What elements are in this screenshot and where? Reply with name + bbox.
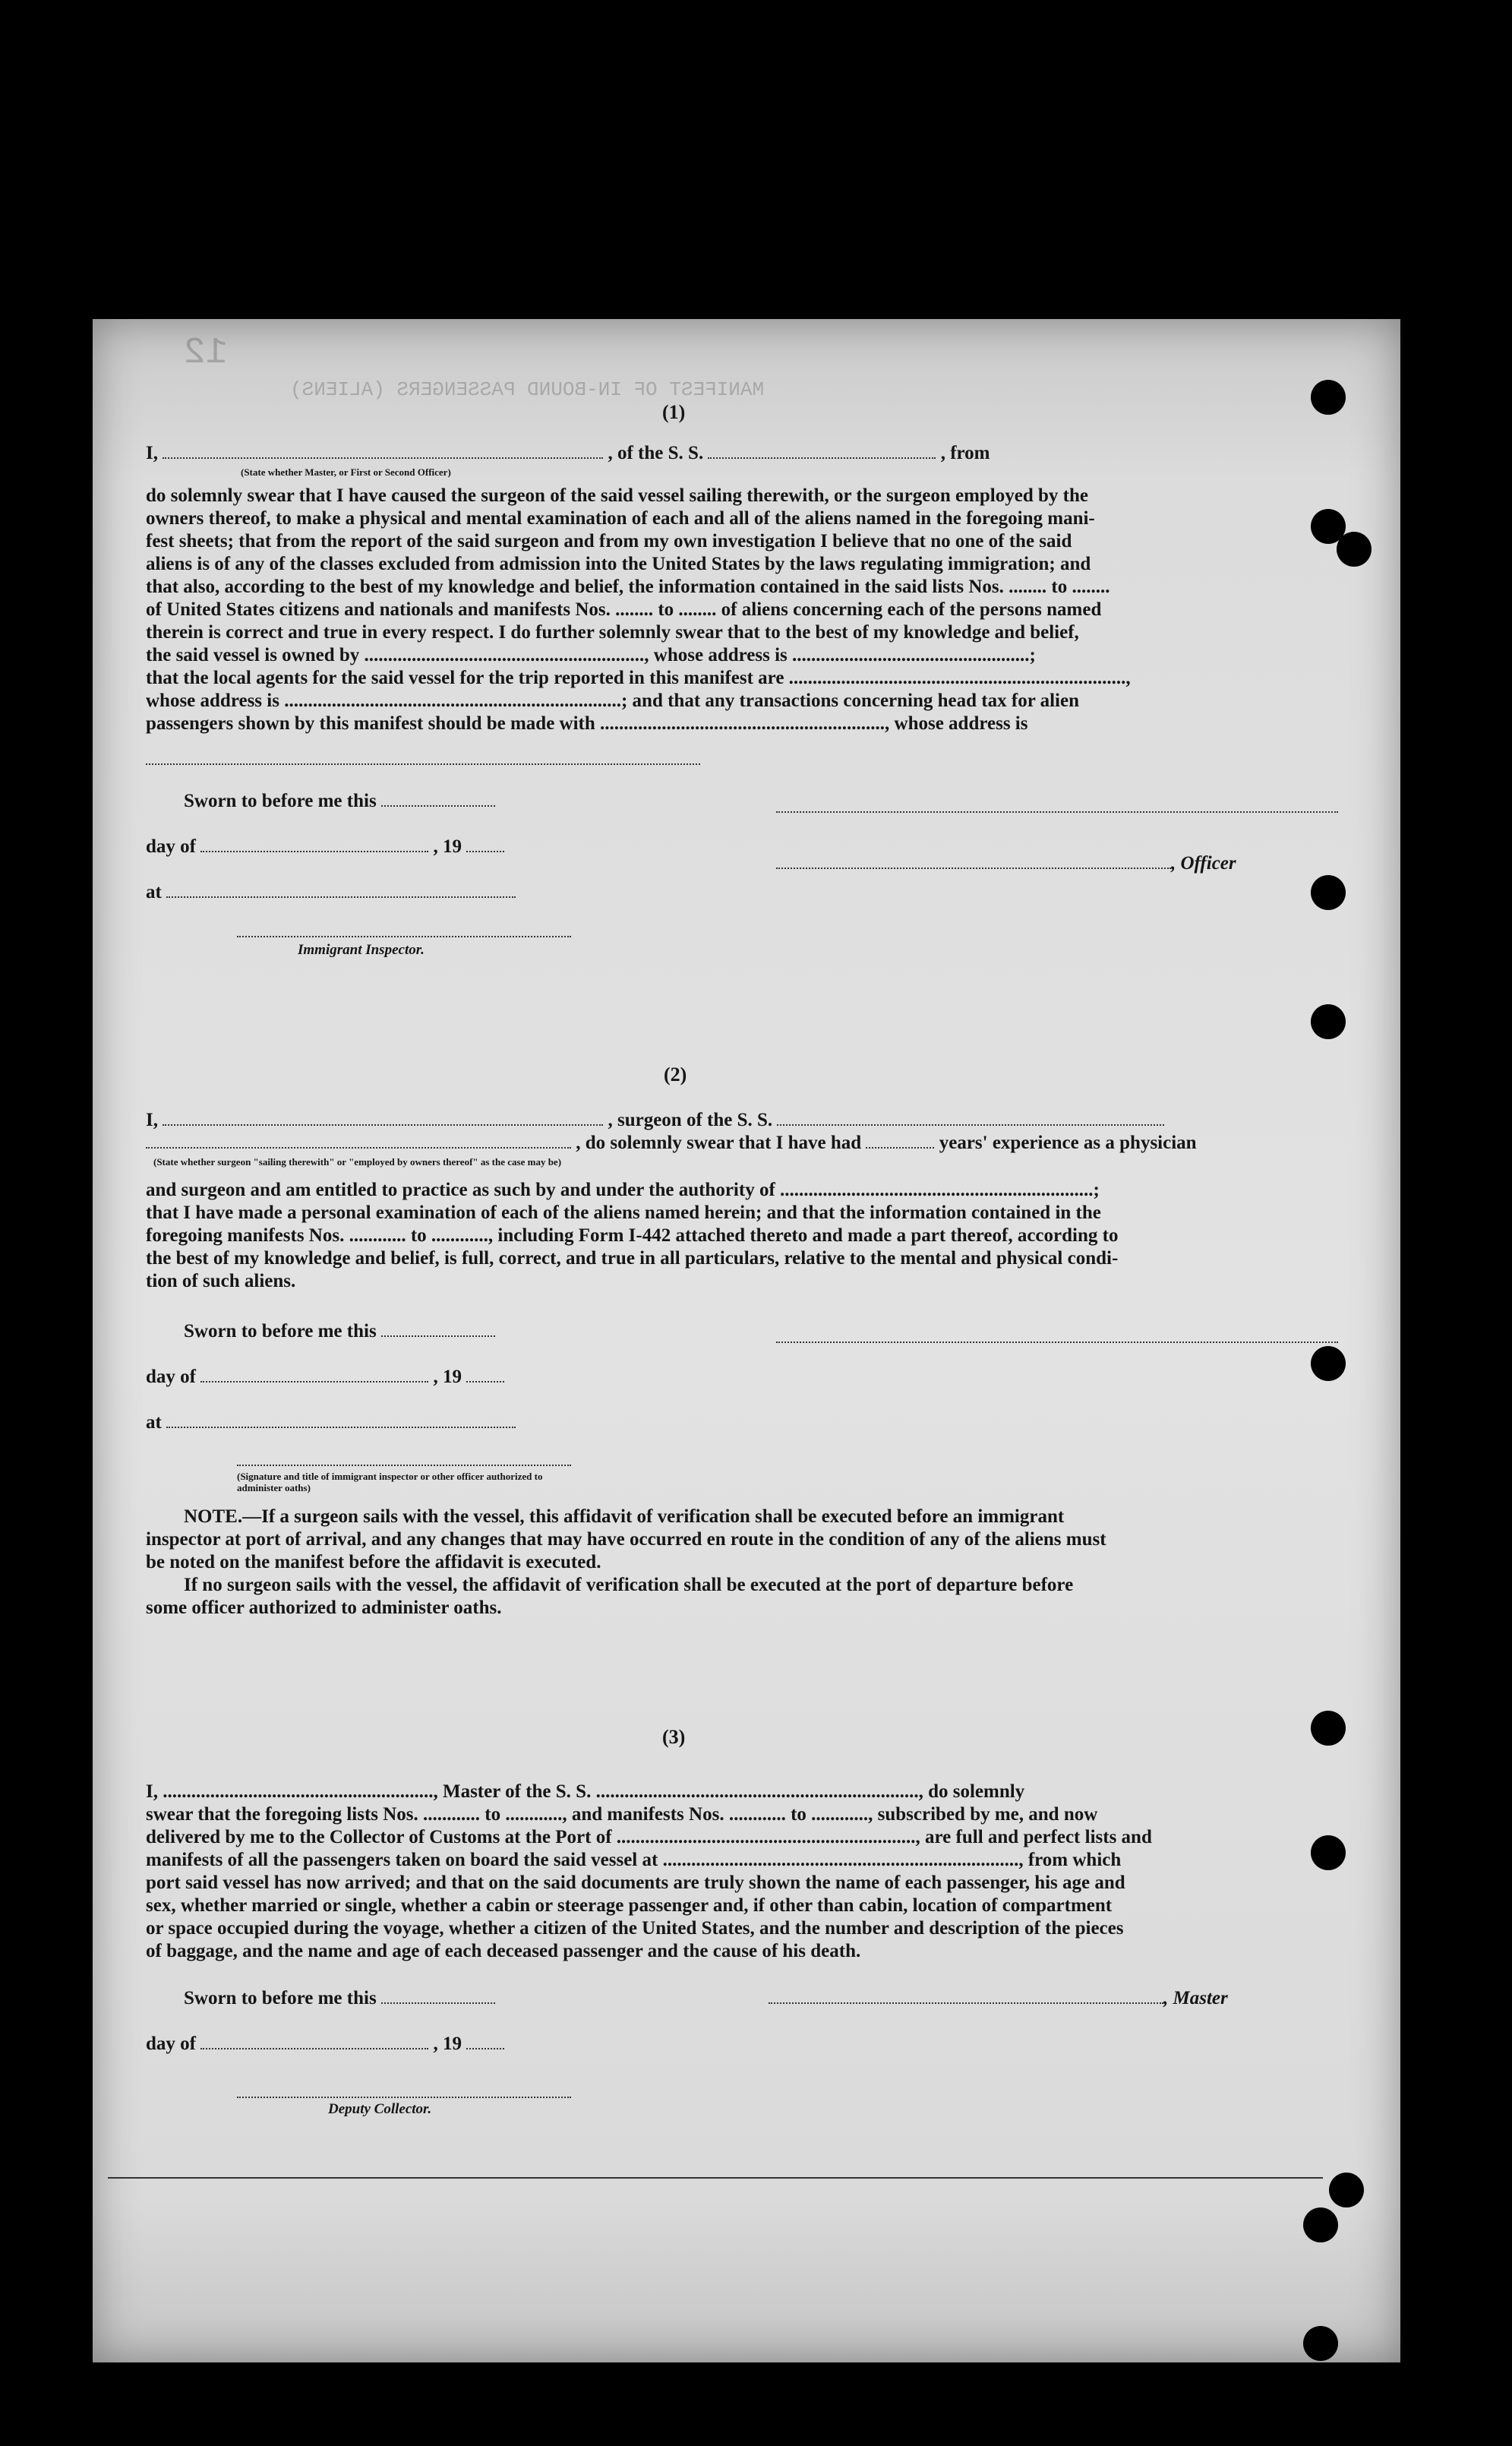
- day-of-text: day of: [146, 2034, 196, 2054]
- s1-line: passengers shown by this manifest should be made with ............................................................, whose address is: [146, 713, 1028, 734]
- at-field[interactable]: [166, 1411, 516, 1428]
- year-field[interactable]: [466, 1366, 504, 1383]
- s1-at: [146, 881, 516, 904]
- inspector-rule: [237, 936, 571, 937]
- text-i: I,: [146, 443, 158, 463]
- s3-line: or space occupied during the voyage, whether a citizen of the United States, and the number and description of the pieces: [146, 1918, 1124, 1939]
- years-field[interactable]: [866, 1132, 934, 1149]
- s3-line: sex, whether married or single, whether a cabin or steerage passenger and, if other than cabin, location of compartment: [146, 1895, 1113, 1916]
- s1-line: of United States citizens and nationals and manifests Nos. ........ to ........ of aliens concerning each of the persons named: [146, 599, 1102, 620]
- immigrant-inspector-label: Immigrant Inspector.: [298, 942, 425, 958]
- surgeon-name-field[interactable]: [163, 1109, 603, 1126]
- s2-line: the best of my knowledge and belief, is full, correct, and true in all particulars, relative to the mental and physical condi-: [146, 1248, 1119, 1269]
- s2-inspector-rule: [237, 1465, 571, 1466]
- s3-line: delivered by me to the Collector of Customs at the Port of ..............................................................., are full and perfect lists and: [146, 1827, 1152, 1847]
- sworn-text: Sworn to before me this: [184, 1321, 377, 1342]
- state-officer-note: (State whether Master, or First or Second Officer): [241, 466, 451, 478]
- manifest-sheet: [93, 319, 1400, 2362]
- master-label: , Master: [1163, 1988, 1228, 2008]
- s1-line: owners thereof, to make a physical and mental examination of each and all of the aliens named in the foregoing mani-: [146, 508, 1095, 529]
- s2-line2: [146, 1132, 1197, 1155]
- text-i: I,: [146, 1110, 158, 1130]
- s2-line: tion of such aliens.: [146, 1271, 296, 1291]
- sworn-date-field[interactable]: [381, 790, 495, 807]
- s3-line: manifests of all the passengers taken on board the said vessel at ..........................................................................., from which: [146, 1850, 1122, 1870]
- at-text: at: [146, 1412, 162, 1433]
- s1-line: fest sheets; that from the report of the said surgeon and from my own investigation I believe that no one of the said: [146, 531, 1072, 551]
- sworn-text: Sworn to before me this: [184, 1988, 377, 2008]
- punch-hole: [1311, 875, 1346, 910]
- officer-signature: [776, 852, 1236, 875]
- note-line: some officer authorized to administer oaths.: [146, 1597, 502, 1618]
- s2-at: [146, 1411, 516, 1434]
- punch-hole: [1337, 532, 1372, 567]
- deputy-collector-label: Deputy Collector.: [328, 2101, 432, 2117]
- at-field[interactable]: [166, 881, 516, 898]
- text-surgeon-of-ss: , surgeon of the S. S.: [608, 1110, 773, 1130]
- year-text: , 19: [433, 836, 462, 857]
- surgeon-signature-rule: [776, 1342, 1338, 1343]
- s1-line: do solemnly swear that I have caused the surgeon of the said vessel sailing therewith, or the surgeon employed by the: [146, 485, 1088, 506]
- s1-line: that also, according to the best of my knowledge and belief, the information contained in the said lists Nos. ........ to ........: [146, 577, 1110, 597]
- at-text: at: [146, 882, 162, 902]
- text-from: , from: [940, 443, 990, 463]
- surgeon-status-note: (State whether surgeon "sailing therewith" or "employed by owners thereof" as the case may be): [153, 1156, 562, 1168]
- signature-title-note: (Signature and title of immigrant inspector or other officer authorized to administer oaths): [237, 1471, 543, 1493]
- punch-hole: [1303, 2207, 1338, 2242]
- s1-day: [146, 836, 504, 858]
- vessel-name-field[interactable]: [708, 442, 936, 459]
- bottom-rule: [108, 2177, 1323, 2179]
- punch-hole: [1311, 1711, 1346, 1746]
- section-3-heading: (3): [662, 1726, 686, 1748]
- s2-line: and surgeon and am entitled to practice as such by and under the authority of ..................................................................;: [146, 1180, 1100, 1200]
- master-signature-field[interactable]: [769, 1987, 1163, 2004]
- day-of-text: day of: [146, 836, 196, 857]
- address-rule: [146, 763, 700, 765]
- s1-line: whose address is .......................................................................; and that any transactions concerning head tax for alien: [146, 691, 1079, 711]
- section-1-line1: [146, 442, 990, 465]
- year-field[interactable]: [466, 2033, 504, 2049]
- officer-signature-field[interactable]: [776, 852, 1171, 869]
- note-line: If no surgeon sails with the vessel, the affidavit of verification shall be executed at the port of departure before: [184, 1575, 1074, 1595]
- s1-line: therein is correct and true in every respect. I do further solemnly swear that to the best of my knowledge and belief,: [146, 622, 1079, 643]
- sworn-date-field[interactable]: [381, 1987, 495, 2004]
- punch-hole: [1311, 1346, 1346, 1381]
- bleed-through-header: MANIFEST OF IN-BOUND PASSENGERS (ALIENS): [290, 378, 765, 401]
- year-text: , 19: [433, 2034, 462, 2054]
- sworn-date-field[interactable]: [381, 1320, 495, 1337]
- s3-line: port said vessel has now arrived; and that on the said documents are truly shown the name of each passenger, his age and: [146, 1872, 1125, 1893]
- sworn-text: Sworn to before me this: [184, 791, 377, 811]
- surgeon-status-field[interactable]: [146, 1132, 571, 1149]
- day-of-text: day of: [146, 1367, 196, 1387]
- s2-line: that I have made a personal examination of each of the aliens named herein; and that the information contained in the: [146, 1202, 1101, 1223]
- section-2-heading: (2): [664, 1063, 687, 1086]
- officer-label: , Officer: [1171, 853, 1236, 874]
- s2-line: foregoing manifests Nos. ............ to ............, including Form I-442 attached thereto and made a part thereof, according to: [146, 1225, 1119, 1246]
- day-field[interactable]: [200, 2033, 428, 2049]
- s3-sworn: [184, 1987, 495, 2010]
- day-field[interactable]: [200, 836, 428, 852]
- deputy-rule: [237, 2097, 571, 2098]
- punch-hole: [1311, 1835, 1346, 1870]
- officer-name-field[interactable]: [163, 442, 603, 459]
- master-signature: [769, 1987, 1228, 2010]
- s3-line: I, ........................................................., Master of the S. S. ...................................................................., do solemnly: [146, 1781, 1025, 1802]
- s2-day: [146, 1366, 504, 1389]
- s1-line: that the local agents for the said vessel for the trip reported in this manifest are .......................................................................,: [146, 668, 1131, 688]
- surgeon-vessel-field[interactable]: [777, 1109, 1164, 1126]
- s3-day: [146, 2033, 504, 2056]
- section-1-heading: (1): [662, 401, 686, 423]
- note-line: be noted on the manifest before the affidavit is executed.: [146, 1552, 601, 1572]
- s1-line: the said vessel is owned by ..........................................................., whose address is ..................................................;: [146, 645, 1036, 665]
- text-of-ss: , of the S. S.: [608, 443, 704, 463]
- year-field[interactable]: [466, 836, 504, 852]
- s2-sworn: [184, 1320, 495, 1343]
- s1-sworn: [184, 790, 495, 813]
- day-field[interactable]: [200, 1366, 428, 1383]
- s2-line1: [146, 1109, 1164, 1132]
- punch-hole: [1311, 1004, 1346, 1039]
- year-text: , 19: [433, 1367, 462, 1387]
- bleed-through-number: 12: [184, 333, 228, 374]
- s1-line: aliens is of any of the classes excluded from admission into the United States by the laws regulating immigration; and: [146, 554, 1091, 574]
- note-line: inspector at port of arrival, and any changes that may have occurred en route in the condition of any of the aliens must: [146, 1529, 1106, 1550]
- signature-rule: [776, 811, 1338, 813]
- note-line: NOTE.—If a surgeon sails with the vessel, this affidavit of verification shall be executed before an immigrant: [184, 1506, 1065, 1527]
- punch-hole: [1303, 2326, 1338, 2361]
- s3-line: of baggage, and the name and age of each deceased passenger and the cause of his death.: [146, 1941, 861, 1961]
- swear-text: , do solemnly swear that I have had: [576, 1133, 862, 1153]
- punch-hole: [1329, 2173, 1364, 2207]
- punch-hole: [1311, 380, 1346, 415]
- experience-text: years' experience as a physician: [939, 1133, 1197, 1153]
- s3-line: swear that the foregoing lists Nos. ............ to ............, and manifests Nos. ............ to ............, subscribed by me, and now: [146, 1804, 1098, 1825]
